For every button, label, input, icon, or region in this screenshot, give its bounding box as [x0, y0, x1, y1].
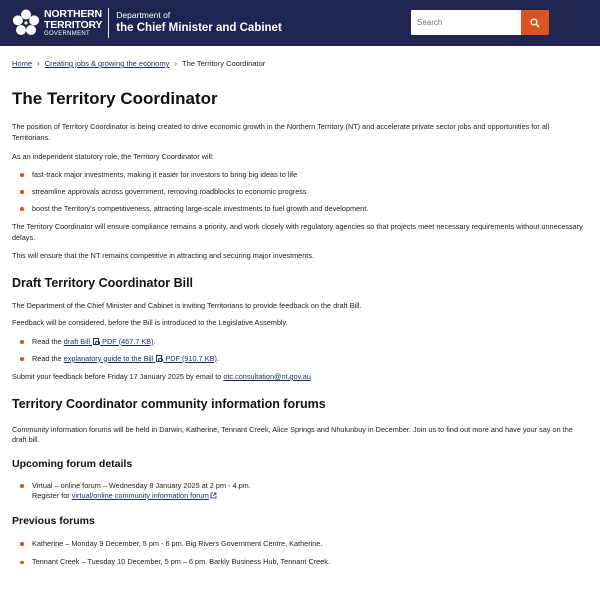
external-link-icon — [210, 492, 217, 499]
explanatory-guide-pdf-size: PDF (910.7 KB) — [165, 353, 217, 363]
feedback-email-link[interactable]: otc.consultation@nt.gov.au — [223, 372, 311, 381]
desert-rose-logo-icon — [12, 9, 40, 37]
compliance-paragraph: The Territory Coordinator will ensure compliance remains a priority, and work closely with regulatory agencies so that projects meet necessary requirements without unnecessary delays. — [12, 222, 583, 242]
upcoming-forums-heading: Upcoming forum details — [12, 457, 133, 470]
role-intro-paragraph: As an independent statutory role, the Territory Coordinator will: — [12, 152, 214, 161]
list-item: boost the Territory's competitiveness, attracting large-scale investments to fuel growth and development. — [12, 204, 588, 215]
role-list — [12, 170, 588, 215]
upcoming-forums-list — [12, 481, 588, 502]
search-button[interactable] — [521, 10, 549, 35]
draft-bill-pdf-link[interactable] — [64, 337, 154, 346]
list-item — [12, 481, 588, 502]
site-header — [0, 0, 600, 46]
nt-government-logo[interactable] — [12, 0, 102, 46]
intro-paragraph: The position of Territory Coordinator is being created to drive economic growth in the Northern Territory (NT) and accelerate private sector jobs and opportunities for all Territorians. — [12, 122, 550, 142]
logo-line-2: TERRITORY — [44, 18, 103, 31]
forums-intro-paragraph: Community information forums will be held in Darwin, Katherine, Tennant Creek, Alice Springs and Nhulunbuy in December. Join us to find out more and have your say on the draft bill. — [12, 424, 573, 444]
main-content — [0, 59, 600, 568]
pdf-file-icon — [93, 338, 99, 345]
list-item-prefix: Read the — [32, 336, 64, 346]
logo-line-3: GOVERNMENT — [44, 31, 91, 37]
forums-heading: Territory Coordinator community information forums — [12, 396, 326, 411]
bill-feedback-paragraph: Feedback will be considered, before the Bill is introduced to the Legislative Assembly. — [12, 318, 288, 327]
list-item: fast-track major investments, making it easier for investors to bring big ideas to life — [12, 170, 588, 181]
department-name-line-2: the Chief Minister and Cabinet — [116, 22, 282, 34]
list-item-prefix: Read the — [32, 353, 64, 363]
breadcrumb-chevron-icon: › — [37, 59, 40, 68]
breadcrumb-current: The Territory Coordinator — [182, 59, 266, 68]
header-divider — [108, 8, 109, 38]
list-item — [12, 337, 588, 348]
list-item-suffix: . — [153, 336, 156, 346]
competitive-paragraph: This will ensure that the NT remains competitive in attracting and securing major investments. — [12, 251, 315, 260]
search-icon — [530, 18, 540, 28]
bill-documents-list — [12, 337, 588, 365]
draft-bill-link-text: draft Bill — [63, 336, 91, 346]
list-item: Katherine – Monday 9 December, 5 pm - 6 pm. Big Rivers Government Centre, Katherine. — [12, 539, 588, 550]
list-item: Tennant Creek – Tuesday 10 December, 5 pm – 6 pm. Barkly Business Hub, Tennant Creek. — [12, 557, 588, 568]
register-forum-link-text: virtual/online community information forum — [71, 491, 209, 500]
department-name-line-1: Department of — [116, 10, 171, 20]
breadcrumb-chevron-icon: › — [174, 59, 178, 68]
pdf-file-icon — [156, 355, 162, 362]
register-forum-link[interactable] — [72, 491, 217, 500]
breadcrumb-home-link[interactable]: Home — [12, 59, 33, 68]
submit-feedback-text: Submit your feedback before Friday 17 January 2025 by email to — [12, 372, 224, 381]
submit-feedback-paragraph — [12, 372, 588, 383]
previous-forums-heading: Previous forums — [12, 514, 95, 527]
list-item: streamline approvals across government, removing roadblocks to economic progress — [12, 187, 588, 198]
bill-invite-paragraph: The Department of the Chief Minister and Cabinet is inviting Territorians to provide feedback on the draft Bill. — [12, 300, 362, 310]
list-item-suffix: . — [216, 353, 219, 363]
logo-line-1: NORTHERN — [44, 8, 102, 20]
draft-bill-pdf-size: PDF (467.7 KB) — [102, 336, 154, 346]
logo-wordmark — [44, 9, 102, 37]
site-search — [411, 10, 549, 35]
search-input[interactable] — [411, 10, 521, 35]
draft-bill-heading: Draft Territory Coordinator Bill — [12, 275, 194, 290]
explanatory-guide-pdf-link[interactable] — [64, 354, 217, 363]
list-item — [12, 354, 588, 365]
department-name[interactable] — [116, 10, 282, 36]
breadcrumb — [12, 59, 588, 68]
register-prefix: Register for — [32, 491, 72, 500]
previous-forums-list — [12, 539, 588, 568]
breadcrumb-jobs-link[interactable]: Creating jobs & growing the economy — [44, 59, 170, 68]
explanatory-guide-link-text: explanatory guide to the Bill — [63, 353, 154, 363]
upcoming-forum-text: Virtual – online forum – Wednesday 8 January 2025 at 2 pm - 4 pm. — [32, 480, 251, 490]
page-title: The Territory Coordinator — [12, 89, 218, 108]
